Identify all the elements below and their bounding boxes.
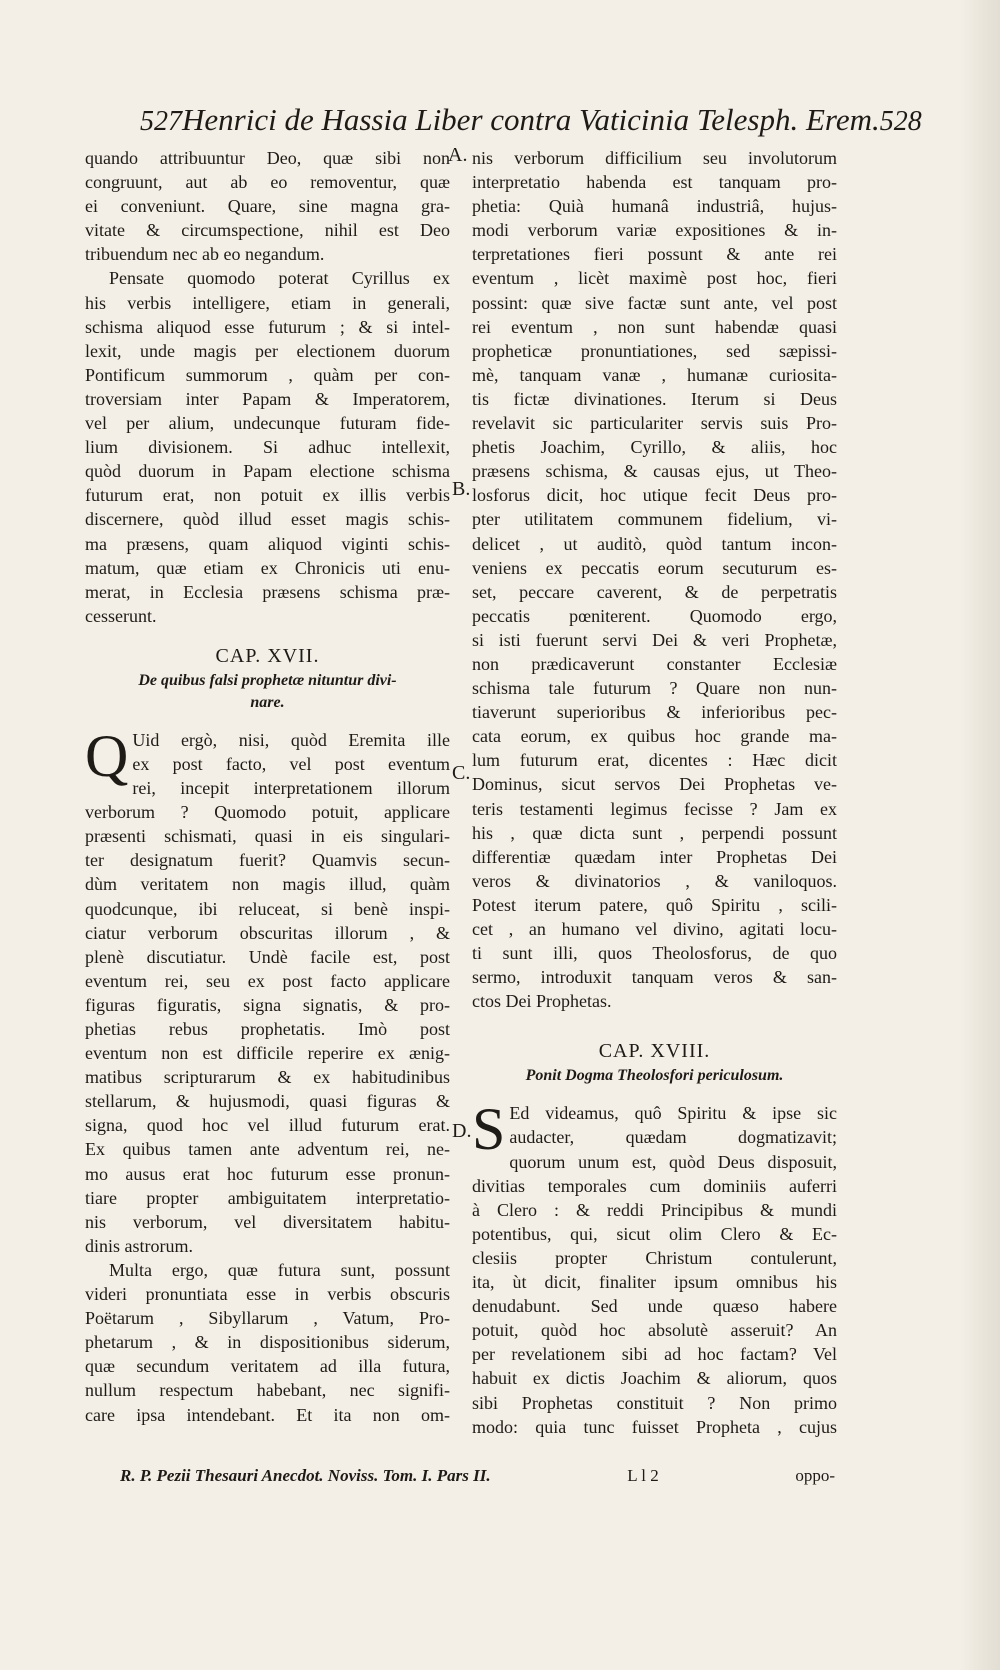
dropcap-q: Q bbox=[85, 722, 129, 789]
text-line: Poëtarum , Sibyllarum , Vatum, Pro- bbox=[85, 1308, 450, 1329]
page-footer bbox=[120, 1466, 835, 1492]
footer-catchword: oppo- bbox=[795, 1466, 835, 1485]
text-line: matum, quæ etiam ex Chronicis uti enu- bbox=[85, 557, 450, 578]
text-line: futurum erat, non potuit ex illis verbis bbox=[85, 485, 450, 506]
text-line: merat, in Ecclesia præsens schisma præ- bbox=[85, 581, 450, 602]
text-line: mo ausus erat hoc futurum esse pronun- bbox=[85, 1163, 450, 1184]
text-line: tiare propter ambiguitatem interpretatio- bbox=[85, 1187, 450, 1208]
text-line: signa, quod hoc vel illud futurum erat. bbox=[85, 1115, 450, 1136]
text-line: phetarum , & in dispositionibus siderum, bbox=[85, 1332, 450, 1353]
text-line: habuit ex dictis Joachim & aliorum, quos bbox=[472, 1368, 837, 1389]
text-line: eventum rei, seu ex post facto applicare bbox=[85, 970, 450, 991]
margin-letter-b: B. bbox=[452, 478, 471, 500]
text-line: phetis Joachim, Cyrillo, & aliis, hoc bbox=[472, 437, 837, 458]
right-paragraph-1 bbox=[472, 146, 837, 1013]
text-line: lexit, unde magis per electionem duorum bbox=[85, 340, 450, 361]
text-line: ei conveniunt. Quare, sine magna gra- bbox=[85, 196, 450, 217]
text-line: potentibus, qui, sicut olim Clero & Ec- bbox=[472, 1223, 837, 1244]
margin-letter-c: C. bbox=[452, 762, 471, 784]
text-line: modo: quia tunc fuisset Propheta , cujus bbox=[472, 1416, 837, 1437]
text-line: lum futurum erat, dicentes : Hæc dicit bbox=[472, 750, 837, 771]
text-line: audacter, quædam dogmatizavit; bbox=[509, 1127, 837, 1148]
text-line: nis verborum difficilium seu involutorum bbox=[472, 148, 837, 168]
text-line: divitias temporales cum dominiis auferri bbox=[472, 1175, 837, 1196]
text-line: dinis astrorum. bbox=[85, 1235, 193, 1256]
text-line: dùm veritatem non magis illud, quàm bbox=[85, 874, 450, 895]
text-line: figuras figuratis, signa signatis, & pro- bbox=[85, 994, 450, 1015]
text-line: losforus dicit, hoc utique fecit Deus pro- bbox=[472, 485, 837, 506]
text-line: Ed videamus, quô Spiritu & ipse sic bbox=[509, 1103, 837, 1124]
chapter-title-18: CAP. XVIII. bbox=[598, 1040, 711, 1063]
text-line: sibi Prophetas constituit ? Non primo bbox=[472, 1392, 837, 1413]
text-line: terpretationes fieri possunt & ante rei bbox=[472, 244, 837, 265]
left-paragraph-2 bbox=[85, 266, 450, 627]
left-paragraph-4 bbox=[85, 1258, 450, 1427]
text-line: his verbis intelligere, etiam in generali, bbox=[85, 292, 450, 313]
text-line: set, peccare caverent, & de perpetratis bbox=[472, 581, 837, 602]
chapter-subtitle-18: Ponit Dogma Theolosfori periculosum. bbox=[525, 1067, 784, 1085]
text-line: peccatis pœniterent. Quomodo ergo, bbox=[472, 605, 837, 626]
text-line: quodcunque, ibi reluceat, si benè inspi- bbox=[85, 898, 450, 919]
text-line: Pensate quomodo poterat Cyrillus ex bbox=[109, 268, 450, 289]
text-line: sermo, introduxit tanquam veros & san- bbox=[472, 967, 837, 988]
text-line: potuit, quòd hoc absolutè asseruit? An bbox=[472, 1320, 837, 1341]
left-paragraph-1 bbox=[85, 146, 450, 266]
text-line: mè, tanquam vanæ , humanæ curiosita- bbox=[472, 364, 837, 385]
text-line: nis verborum, vel diversitatem habitu- bbox=[85, 1211, 450, 1232]
text-line: teris testamenti legimus fecisse ? Jam ex bbox=[472, 798, 837, 819]
text-line: nullum respectum habebant, nec signifi- bbox=[85, 1380, 450, 1401]
text-line: differentiæ quædam inter Prophetas Dei bbox=[472, 846, 837, 867]
text-line: propheticæ pronuntiationes, sed sæpissi- bbox=[472, 340, 837, 361]
text-line: care ipsa intendebant. Et ita non om- bbox=[85, 1404, 450, 1425]
text-line: ma præsens, quam aliquod viginti schis- bbox=[85, 533, 450, 554]
right-column bbox=[472, 146, 837, 1439]
text-line: tribuendum nec ab eo negandum. bbox=[85, 244, 325, 265]
text-line: ciatur verborum obscuritas illorum , & bbox=[85, 922, 450, 943]
text-line: si isti fuerunt servi Dei & veri Prophetæ, bbox=[472, 629, 837, 650]
text-line: præsens schisma, & causas ejus, ut Theo- bbox=[472, 461, 837, 482]
text-line: phetia: Quià humanâ industriâ, hujus- bbox=[472, 196, 837, 217]
text-line: eventum , licèt maximè post hoc, fieri bbox=[472, 268, 837, 289]
text-line: ita, ùt dicit, finaliter ipsum omnibus his bbox=[472, 1272, 837, 1293]
chapter-title-17: CAP. XVII. bbox=[215, 644, 320, 667]
text-line: possint: quæ sive factæ sunt ante, vel post bbox=[472, 292, 837, 313]
text-line: non prædicaverunt constanter Ecclesiæ bbox=[472, 653, 837, 674]
text-line: à Clero : & reddi Principibus & mundi bbox=[472, 1199, 837, 1220]
text-line: delicet , ut auditò, quòd tantum incon- bbox=[472, 533, 837, 554]
text-line: rei eventum , non sunt habendæ quasi bbox=[472, 316, 837, 337]
text-line: ti sunt illi, quos Theolosforus, de quo bbox=[472, 943, 837, 964]
footer-signature: L l 2 bbox=[627, 1466, 659, 1485]
text-line: his , quæ dicta sunt , perpendi possunt bbox=[472, 822, 837, 843]
running-header bbox=[140, 102, 922, 142]
text-line: Ex quibus tamen ante adventum rei, ne- bbox=[85, 1139, 450, 1160]
text-line: vitate & circumspectione, nihil est Deo bbox=[85, 220, 450, 241]
page-number-right: 528 bbox=[879, 106, 922, 137]
text-line: quando attribuuntur Deo, quæ sibi non bbox=[85, 148, 450, 168]
text-line: Pontificum summorum , quàm per con- bbox=[85, 364, 450, 385]
text-line: Multa ergo, quæ futura sunt, possunt bbox=[109, 1259, 450, 1280]
text-line: tis fictæ divinationes. Iterum si Deus bbox=[472, 388, 837, 409]
text-line: schisma aliquod esse futurum ; & si intel- bbox=[85, 316, 450, 337]
text-line: matibus scripturarum & ex habitudinibus bbox=[85, 1067, 450, 1088]
text-line: interpretatio habenda est tanquam pro- bbox=[472, 172, 837, 193]
dropcap-s: S bbox=[472, 1096, 506, 1163]
text-line: rei, incepit interpretationem illorum bbox=[132, 778, 450, 799]
margin-letter-d: D. bbox=[452, 1120, 472, 1142]
page-number-left: 527 bbox=[140, 106, 182, 137]
running-title: Henrici de Hassia Liber contra Vaticinia Telesph. Erem. bbox=[182, 102, 880, 137]
text-line: modi verborum variæ expositiones & in- bbox=[472, 220, 837, 241]
text-line: revelavit sic particulariter servis suis Pro- bbox=[472, 413, 837, 434]
text-line: clesiis propter Christum contulerunt, bbox=[472, 1247, 837, 1268]
text-line: veniens ex peccatis eorum secuturum es- bbox=[472, 557, 837, 578]
text-line: Potest iterum patere, quô Spiritu , scili- bbox=[472, 894, 837, 915]
text-line: Dominus, sicut servos Dei Prophetas ve- bbox=[472, 774, 837, 795]
text-line: verborum ? Quomodo potuit, applicare bbox=[85, 802, 450, 823]
text-line: veros & divinatorios , & vaniloquos. bbox=[472, 870, 837, 891]
text-line: denudabunt. Sed unde quæso habere bbox=[472, 1296, 837, 1317]
text-line: quæ secundum veritatem ad illa futura, bbox=[85, 1356, 450, 1377]
text-line: cet , an humano vel divino, agitati locu- bbox=[472, 919, 837, 939]
text-line: videri pronuntiata esse in verbis obscuris bbox=[85, 1284, 450, 1305]
text-line: ter designatum fuerit? Quamvis secun- bbox=[85, 850, 450, 871]
left-paragraph-3 bbox=[85, 722, 450, 1258]
text-line: cata eorum, ex quibus hoc grande ma- bbox=[472, 726, 837, 747]
chapter-subtitle-17-line-1: De quibus falsi prophetæ nituntur divi- bbox=[138, 671, 397, 689]
text-line: stellarum, & hujusmodi, quasi figuras & bbox=[85, 1091, 450, 1112]
text-line: ctos Dei Prophetas. bbox=[472, 991, 612, 1012]
text-line: congruunt, aut ab eo removentur, quæ bbox=[85, 172, 450, 193]
text-line: ex post facto, vel post eventum bbox=[132, 753, 450, 774]
text-line: vel per alium, undecunque futuram fide- bbox=[85, 413, 450, 434]
right-paragraph-2 bbox=[472, 1096, 837, 1438]
text-line: plenè discutiatur. Undè facile est, post bbox=[85, 946, 450, 967]
text-line: pter utilitatem communem fidelium, vi- bbox=[472, 509, 837, 530]
page-edge-shadow bbox=[960, 0, 1000, 1670]
chapter-subtitle-17-line-2: nare. bbox=[250, 693, 285, 711]
text-line: phetias rebus prophetatis. Imò post bbox=[85, 1019, 450, 1039]
text-line: tiaverunt superioribus & inferioribus pec- bbox=[472, 702, 837, 723]
text-line: troversiam inter Papam & Imperatorem, bbox=[85, 388, 450, 409]
text-line: Uid ergò, nisi, quòd Eremita ille bbox=[132, 729, 450, 750]
text-line: eventum non est difficile reperire ex ænig- bbox=[85, 1043, 450, 1064]
text-line: lium divisionem. Si adhuc intellexit, bbox=[85, 437, 450, 458]
text-line: cesserunt. bbox=[85, 605, 157, 626]
left-column bbox=[85, 146, 450, 1427]
text-line: quorum unum est, quòd Deus disposuit, bbox=[509, 1151, 837, 1172]
text-line: præsenti schismati, quasi in eis singulari- bbox=[85, 826, 450, 847]
text-line: per revelationem sibi ad hoc factam? Vel bbox=[472, 1344, 837, 1365]
footer-source: R. P. Pezii Thesauri Anecdot. Noviss. Tom. I. Pars II. bbox=[120, 1466, 491, 1485]
text-line: quòd duorum in Papam electione schisma bbox=[85, 461, 450, 482]
text-line: discernere, quòd illud esset magis schis- bbox=[85, 509, 450, 530]
margin-letter-a: A. bbox=[448, 144, 468, 166]
text-line: schisma tale futurum ? Quare non nun- bbox=[472, 678, 837, 699]
